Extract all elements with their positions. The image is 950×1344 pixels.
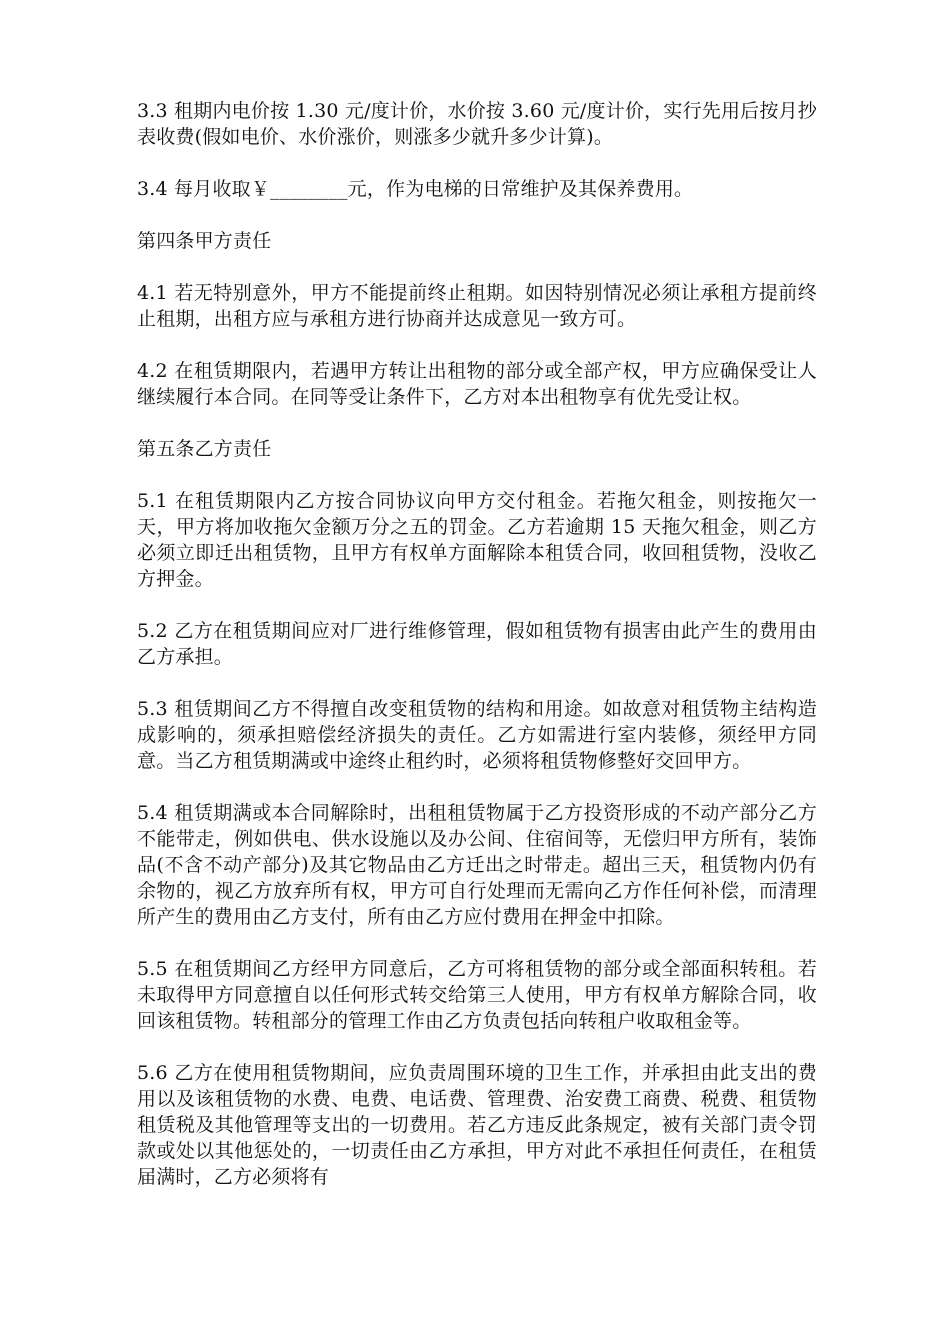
clause-4-1: 4.1 若无特别意外，甲方不能提前终止租期。如因特别情况必须让承租方提前终止租期，出租方应与承租方进行协商并达成意见一致方可。 xyxy=(137,282,817,330)
clause-4-2: 4.2 在租赁期限内，若遇甲方转让出租物的部分或全部产权，甲方应确保受让人继续履行本合同。在同等受让条件下，乙方对本出租物享有优先受让权。 xyxy=(137,360,817,408)
document-page xyxy=(137,98,817,1216)
clause-5-4: 5.4 租赁期满或本合同解除时，出租租赁物属于乙方投资形成的不动产部分乙方不能带走，例如供电、供水设施以及办公间、住宿间等，无偿归甲方所有，装饰品(不含不动产部分)及其它物品由乙方迁出之时带走。超出三天，租赁物内仍有余物的，视乙方放弃所有权，甲方可自行处理而无需向乙方作任何补偿，而清理所产生的费用由乙方支付，所有由乙方应付费用在押金中扣除。 xyxy=(137,802,817,928)
clause-3-4: 3.4 每月收取￥________元，作为电梯的日常维护及其保养费用。 xyxy=(137,178,694,200)
clause-5-6: 5.6 乙方在使用租赁物期间，应负责周围环境的卫生工作，并承担由此支出的费用以及该租赁物的水费、电费、电话费、管理费、治安费工商费、税费、租赁物租赁税及其他管理等支出的一切费用。若乙方违反此条规定，被有关部门责令罚款或处以其他惩处的，一切责任由乙方承担，甲方对此不承担任何责任，在租赁届满时，乙方必须将有 xyxy=(137,1062,817,1188)
clause-5-3: 5.3 租赁期间乙方不得擅自改变租赁物的结构和用途。如故意对租赁物主结构造成影响的，须承担赔偿经济损失的责任。乙方如需进行室内装修，须经甲方同意。当乙方租赁期满或中途终止租约时，必须将租赁物修整好交回甲方。 xyxy=(137,698,817,772)
clause-5-1: 5.1 在租赁期限内乙方按合同协议向甲方交付租金。若拖欠租金，则按拖欠一天，甲方将加收拖欠金额万分之五的罚金。乙方若逾期 15 天拖欠租金，则乙方必须立即迁出租赁物，且甲方有权单方面解除本租赁合同，收回租赁物，没收乙方押金。 xyxy=(137,490,817,590)
article-5-heading: 第五条乙方责任 xyxy=(137,438,272,460)
clause-3-3: 3.3 租期内电价按 1.30 元/度计价，水价按 3.60 元/度计价，实行先用后按月抄表收费(假如电价、水价涨价，则涨多少就升多少计算)。 xyxy=(137,100,817,148)
article-4-heading: 第四条甲方责任 xyxy=(137,230,272,252)
clause-5-2: 5.2 乙方在租赁期间应对厂进行维修管理，假如租赁物有损害由此产生的费用由乙方承担。 xyxy=(137,620,817,668)
clause-5-5: 5.5 在租赁期间乙方经甲方同意后，乙方可将租赁物的部分或全部面积转租。若未取得甲方同意擅自以任何形式转交给第三人使用，甲方有权单方解除合同，收回该租赁物。转租部分的管理工作由乙方负责包括向转租户收取租金等。 xyxy=(137,958,817,1032)
